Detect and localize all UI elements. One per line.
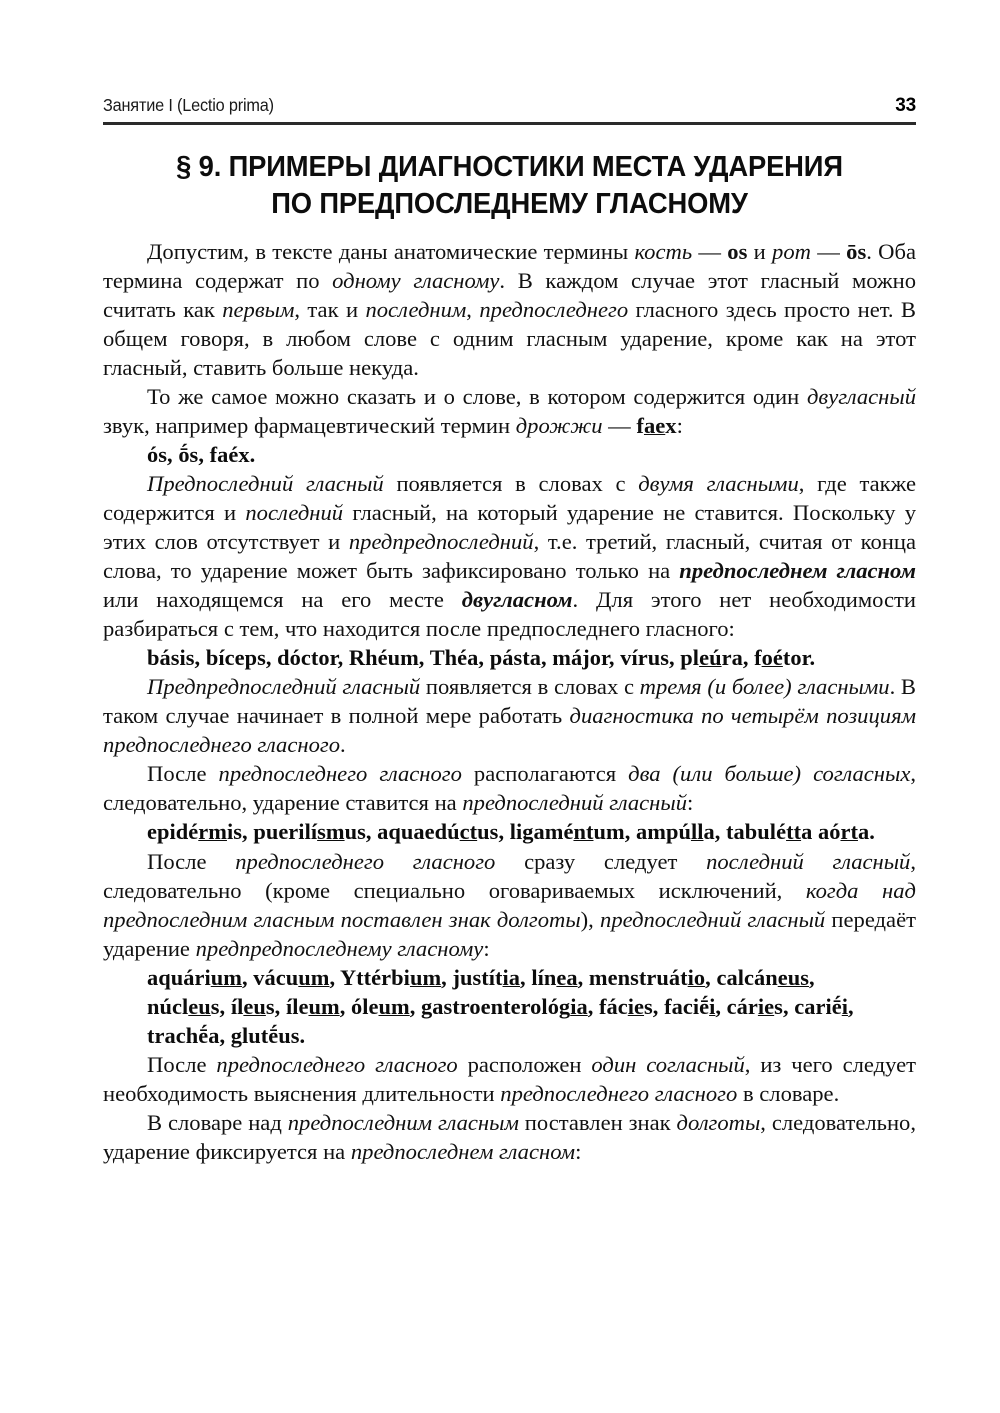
- paragraph-4: [103, 672, 916, 759]
- separator: ,: [219, 1022, 231, 1048]
- text-run-italic: двугласный: [806, 383, 916, 409]
- latin-word: [277, 645, 337, 670]
- text-run-italic: предпоследний гласный: [600, 906, 826, 932]
- text-run: s: [774, 993, 783, 1019]
- separator: .: [299, 1022, 306, 1048]
- text-run: vácu: [253, 964, 299, 990]
- text-run: То же самое можно сказать и о слове, в котором содержится один: [147, 383, 807, 409]
- text-run-italic: один согласный: [591, 1052, 745, 1078]
- title-line-1: § 9. ПРИМЕРЫ ДИАГНОСТИКИ МЕСТА УДАРЕНИЯ: [176, 150, 843, 183]
- text-run: trachḗa: [147, 1022, 220, 1048]
- text-run-italic: первым: [222, 296, 295, 322]
- separator: ,: [669, 645, 681, 671]
- text-run-italic: тремя (и более) гласными: [639, 674, 890, 700]
- text-run: vírus: [620, 645, 669, 671]
- separator: ,: [274, 993, 286, 1019]
- text-run-italic: два (или больше) согласных: [628, 761, 911, 787]
- text-run-underlined: um: [409, 964, 442, 990]
- text-run: . Оба термина содержат по: [103, 238, 917, 293]
- text-run-italic: предпоследнего гласного: [216, 1052, 458, 1078]
- latin-word: [726, 819, 840, 844]
- separator: ,: [441, 964, 453, 990]
- latin-word-list: [147, 1023, 300, 1048]
- text-run: ,: [466, 296, 480, 322]
- text-run: . В таком случае начинает в полной мере работать: [103, 674, 916, 729]
- text-run: cariḗ: [794, 993, 842, 1019]
- latin-word: [421, 994, 588, 1019]
- text-run: .: [340, 732, 346, 758]
- separator: ,: [219, 993, 231, 1019]
- text-run-underlined: ie: [627, 993, 645, 1019]
- latin-word: faéx: [209, 441, 250, 467]
- separator: ,: [365, 819, 378, 845]
- separator: ,: [409, 993, 422, 1019]
- text-run: ra: [721, 645, 743, 671]
- text-run: a: [857, 819, 870, 845]
- text-run: cár: [726, 993, 758, 1019]
- text-run-italic: предпоследнего гласного: [235, 848, 496, 874]
- separator: ,: [329, 964, 340, 990]
- latin-word: [340, 965, 441, 990]
- text-run: или находящемся на его месте: [103, 587, 462, 613]
- text-run: гласного здесь просто нет. В общем говоря, в любом слове с одним гласным ударение, кроме как на этот гласный, ставить больше некуда.: [103, 296, 916, 380]
- separator: ,: [418, 645, 430, 671]
- separator: ,: [652, 993, 665, 1019]
- latin-word: [253, 819, 366, 844]
- text-run-italic: последний гласный: [706, 848, 911, 874]
- separator: ,: [194, 645, 206, 671]
- example-block-line-3: [103, 1021, 916, 1050]
- separator: ,: [705, 964, 717, 990]
- separator: ,: [265, 645, 278, 671]
- separator: .: [809, 645, 816, 671]
- paragraph-5: [103, 759, 916, 817]
- paragraph-6: [103, 847, 916, 963]
- separator: ,: [339, 993, 351, 1019]
- text-run: Rhéum: [348, 645, 419, 671]
- example-block-line-1: aquárium, vácuum, Yttérbium, justítia, línea, menstruátio, calcáneus,: [147, 964, 815, 990]
- title-line-2: ПО ПРЕДПОСЛЕДНЕМУ ГЛАСНОМУ: [271, 187, 748, 220]
- text-run-italic: последний: [245, 499, 344, 525]
- text-run: После: [147, 761, 219, 787]
- text-run-italic: кость: [634, 238, 693, 264]
- header-rule: [103, 122, 916, 125]
- text-run: Théa: [429, 645, 479, 671]
- text-run: aquári: [147, 964, 211, 990]
- latin-word: [754, 645, 809, 670]
- text-run-underlined: um: [378, 993, 410, 1019]
- text-run-italic: дрожжи: [515, 412, 603, 438]
- text-run-underlined: io: [687, 964, 706, 990]
- text-run: a: [703, 819, 715, 845]
- text-run-underlined: sm: [317, 819, 345, 845]
- text-run: появляется в словах с: [383, 470, 639, 496]
- text-run-underlined: i: [709, 993, 716, 1019]
- text-run-underlined: eus: [777, 964, 809, 990]
- separator: .: [869, 819, 875, 845]
- text-run: , из чего следует необходимость выяснения длительности: [103, 1052, 916, 1107]
- latin-word-list: [147, 819, 869, 844]
- separator: ,: [715, 993, 727, 1019]
- text-run: x: [665, 412, 677, 438]
- text-run: gastroenterológ: [421, 993, 571, 1019]
- text-run: núcl: [147, 993, 189, 1019]
- separator: ,: [782, 993, 795, 1019]
- text-run-underlined: rm: [198, 819, 227, 845]
- latin-word: [599, 994, 653, 1019]
- text-run: :: [676, 412, 683, 438]
- latin-word: [664, 994, 715, 1019]
- latin-word: [510, 819, 625, 844]
- text-run-underlined: i: [841, 993, 848, 1019]
- separator: ,: [624, 819, 636, 845]
- paragraph-7: [103, 1050, 916, 1108]
- page-number: 33: [895, 95, 916, 116]
- text-run: располагаются: [461, 761, 629, 787]
- text-run: —: [810, 238, 847, 264]
- text-run-bold: ōs: [846, 238, 867, 264]
- paragraph-3: [103, 469, 916, 643]
- text-run: aquaedú: [377, 819, 460, 845]
- text-run: . В каждом случае этот гласный можно считать как: [103, 267, 917, 322]
- text-run-underlined: ct: [459, 819, 478, 845]
- latin-word: [727, 994, 783, 1019]
- text-run-underlined: um: [308, 993, 340, 1019]
- latin-word: [531, 965, 577, 990]
- separator: ,: [520, 964, 532, 990]
- text-run: ampú: [636, 819, 691, 845]
- text-run: расположен: [457, 1052, 592, 1078]
- text-run-underlined: ia: [570, 993, 588, 1019]
- latin-word-list: [147, 965, 809, 990]
- latin-word: [452, 965, 520, 990]
- text-run: —: [602, 412, 637, 438]
- text-run: появляется в словах с: [420, 674, 640, 700]
- text-run: передаёт ударение: [103, 906, 916, 961]
- separator: ,: [241, 964, 254, 990]
- text-run: tabulé: [726, 819, 787, 845]
- text-run-italic: Предпоследний гласный: [147, 470, 384, 496]
- text-run: s: [210, 993, 220, 1019]
- text-run: , следовательно (кроме специально оговариваемых исключений,: [103, 848, 916, 903]
- text-run: justít: [452, 964, 503, 990]
- separator: ,: [478, 645, 490, 671]
- text-run-underlined: rt: [840, 819, 858, 845]
- text-run: , следовательно, ударение фиксируется на: [103, 1110, 916, 1165]
- text-run: , т.е. третий, гласный, считая от конца слова, то ударение может быть зафиксировано только на: [103, 529, 916, 584]
- text-run-italic: предпоследним гласным: [287, 1110, 519, 1136]
- text-run: :: [575, 1139, 582, 1165]
- text-run: В словаре над: [147, 1110, 288, 1136]
- text-run: calcán: [716, 964, 778, 990]
- text-run-underlined: ll: [690, 819, 704, 845]
- example-line-2: [103, 643, 916, 672]
- text-run: Допустим, в тексте даны анатомические термины: [147, 238, 635, 264]
- latin-word: [349, 645, 419, 670]
- text-run: bíceps: [205, 645, 266, 671]
- latin-word: [840, 819, 869, 844]
- page-title: [119, 149, 899, 223]
- latin-word: [430, 645, 479, 670]
- example-block-line-2: núcleus, íleus, íleum, óleum, gastroenterológia, fácies, faciḗi, cáries, cariḗi,: [147, 993, 854, 1019]
- running-head: [103, 95, 916, 122]
- text-run: faciḗ: [664, 993, 710, 1019]
- example-line-3: [103, 817, 916, 846]
- text-run-underlined: nt: [573, 819, 594, 845]
- text-run: поставлен знак: [518, 1110, 677, 1136]
- separator: ,: [742, 645, 755, 671]
- latin-word: ós: [147, 441, 168, 467]
- text-run-underlined: um: [210, 964, 242, 990]
- latin-word: [490, 645, 541, 670]
- running-head-title: Занятие I (Lectio prima): [103, 95, 274, 115]
- text-run-bold: os: [727, 238, 748, 264]
- text-run: сразу следует: [495, 848, 707, 874]
- latin-word: [377, 819, 498, 844]
- text-run-underlined: ie: [757, 993, 775, 1019]
- text-run: ligamé: [509, 819, 574, 845]
- text-run: f: [636, 412, 644, 438]
- text-run: После: [147, 848, 236, 874]
- text-run: óle: [350, 993, 379, 1019]
- text-run: us: [344, 819, 366, 845]
- text-run: . Для этого нет необходимости разбираться с тем, что находится после предпоследнего гласного:: [103, 587, 916, 642]
- latin-word: [147, 965, 242, 990]
- separator: ,: [608, 645, 621, 671]
- latin-word: [351, 994, 410, 1019]
- latin-word: [206, 645, 266, 670]
- separator: ,: [198, 441, 210, 467]
- text-run: s: [265, 993, 275, 1019]
- text-run: menstruát: [588, 964, 688, 990]
- text-run: ),: [580, 906, 601, 932]
- latin-word: [620, 645, 669, 670]
- text-run-underlined: eu: [188, 993, 211, 1019]
- text-run: básis: [147, 645, 195, 671]
- latin-word: [147, 645, 195, 670]
- text-run-italic: Предпредпоследний гласный: [147, 674, 421, 700]
- latin-word: [231, 994, 275, 1019]
- latin-word: [636, 819, 715, 844]
- text-run-italic: двумя гласными: [638, 470, 799, 496]
- text-run: , следовательно, ударение ставится на: [103, 761, 916, 816]
- text-run: is: [226, 819, 243, 845]
- text-run-italic: одному гласному: [332, 267, 500, 293]
- text-run: tor: [782, 645, 810, 671]
- separator: ,: [242, 819, 254, 845]
- text-run: pásta: [489, 645, 541, 671]
- latin-word: [147, 1023, 219, 1048]
- latin-word: [680, 645, 743, 670]
- text-run: dóctor: [277, 645, 338, 671]
- text-run: , так и: [294, 296, 366, 322]
- latin-word: [147, 994, 220, 1019]
- text-run-italic: диагностика по четырём позициям предпоследнего гласного: [103, 703, 916, 758]
- text-run-italic: предпредпоследнему гласному: [195, 935, 484, 961]
- text-run: májor: [552, 645, 609, 671]
- text-run: , где также содержится и: [103, 470, 917, 525]
- text-run: íle: [285, 993, 309, 1019]
- latin-word: [253, 965, 329, 990]
- latin-word: [552, 645, 609, 670]
- text-run-underlined: eú: [699, 645, 722, 671]
- text-run: Yttérbi: [339, 964, 410, 990]
- text-run: :: [687, 790, 694, 816]
- text-run-underlined: oé: [761, 645, 783, 671]
- text-run-underlined: ea: [556, 964, 578, 990]
- text-run-underlined: eu: [243, 993, 266, 1019]
- text-run: звук, например фармацевтический термин: [103, 412, 516, 438]
- latin-word: [794, 994, 848, 1019]
- latin-word: ṓs: [178, 441, 199, 467]
- separator: .: [249, 441, 256, 467]
- text-run-bold-italic: двугласном: [461, 587, 573, 613]
- text-run: После: [147, 1052, 217, 1078]
- text-run-italic: предпоследний гласный: [462, 790, 687, 816]
- latin-word: [286, 994, 340, 1019]
- text-run-bold-italic: предпоследнем гласном: [679, 558, 916, 584]
- text-run-italic: предпоследнего: [479, 296, 629, 322]
- separator: ,: [498, 819, 510, 845]
- text-run-italic: предпоследнем гласном: [350, 1139, 576, 1165]
- text-run: pl: [680, 645, 700, 671]
- text-run-italic: последним: [365, 296, 467, 322]
- example-line-1: [103, 440, 916, 469]
- separator: ,: [577, 964, 589, 990]
- text-run: f: [754, 645, 762, 671]
- text-run: us: [477, 819, 499, 845]
- paragraph-1: [103, 237, 916, 382]
- text-run: um: [593, 819, 625, 845]
- latin-word: [716, 965, 809, 990]
- latin-word-list: [147, 645, 810, 670]
- text-run-italic: предпоследнего гласного: [500, 1081, 738, 1107]
- text-run-italic: когда над предпоследним гласным поставлен знак долготы: [103, 877, 916, 932]
- text-run: гласный, на который ударение не ставится. Поскольку у этих слов отсутствует и: [103, 499, 917, 554]
- text-run-italic: предпоследнего гласного: [218, 761, 462, 787]
- text-run: epidé: [147, 819, 199, 845]
- latin-word: [147, 819, 242, 844]
- text-run-underlined: um: [298, 964, 330, 990]
- separator: ,: [540, 645, 553, 671]
- latin-word: [589, 965, 705, 990]
- separator: ,: [337, 645, 349, 671]
- text-run-underlined: ia: [502, 964, 521, 990]
- text-run: glutḗus: [230, 1022, 300, 1048]
- paragraph-8: [103, 1108, 916, 1166]
- text-run-italic: долготы: [676, 1110, 761, 1136]
- text-run: íl: [230, 993, 244, 1019]
- separator: ,: [714, 819, 727, 845]
- text-run-underlined: ae: [643, 412, 666, 438]
- text-run: lín: [531, 964, 557, 990]
- text-run-underlined: tt: [786, 819, 802, 845]
- text-run: и: [747, 238, 773, 264]
- separator: ,: [167, 441, 179, 467]
- text-run: fác: [599, 993, 628, 1019]
- latin-word: [231, 1023, 300, 1048]
- text-run: a aó: [801, 819, 841, 845]
- latin-word-list: [147, 994, 848, 1019]
- paragraph-2: [103, 382, 916, 440]
- text-run: :: [483, 935, 490, 961]
- text-run: puerilí: [253, 819, 318, 845]
- latin-term-faex: [636, 413, 676, 438]
- text-run: в словаре.: [737, 1081, 840, 1107]
- separator: ,: [587, 993, 600, 1019]
- text-run: s: [644, 993, 653, 1019]
- text-run-italic: предпредпоследний: [348, 529, 534, 554]
- text-run: —: [692, 238, 728, 264]
- text-run-italic: рот: [772, 238, 811, 264]
